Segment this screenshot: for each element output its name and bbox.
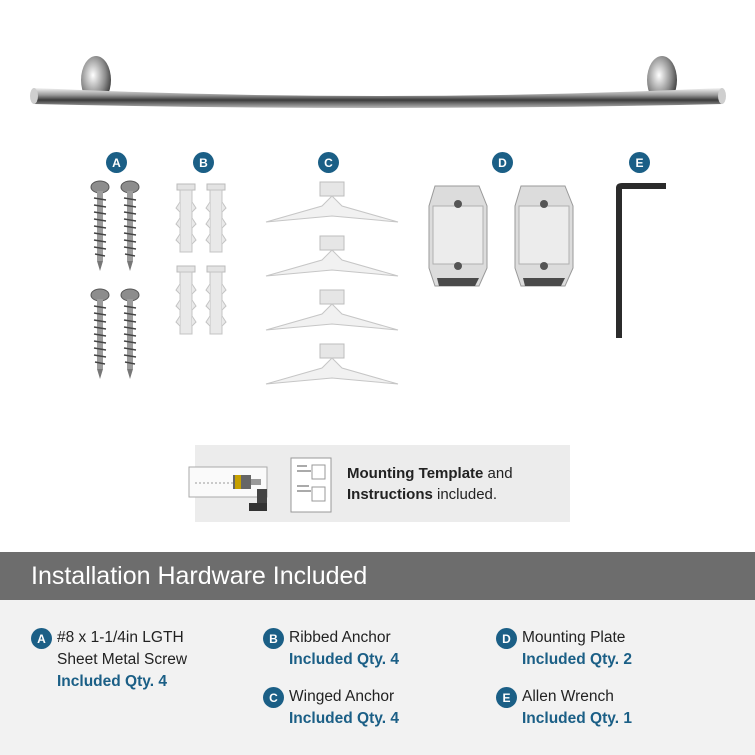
towel-bar-image: [0, 0, 755, 140]
instructions-icon: [290, 457, 332, 513]
legend-name-c: Winged Anchor: [289, 688, 395, 705]
legend-qty-a: Included Qty. 4: [57, 673, 167, 690]
badge-b: B: [193, 152, 214, 173]
badge-d: D: [492, 152, 513, 173]
allen-wrench-image: [606, 178, 676, 343]
legend-name-e: Allen Wrench: [522, 688, 614, 705]
legend-qty-e: Included Qty. 1: [522, 710, 632, 727]
hardware-banner: [0, 552, 755, 600]
legend-name-d: Mounting Plate: [522, 629, 626, 646]
legend-badge-b: B: [263, 628, 284, 649]
screw-image: [85, 178, 145, 388]
legend-qty-c: Included Qty. 4: [289, 710, 399, 727]
legend-name-a: #8 x 1-1/4in LGTH: [57, 629, 184, 646]
banner-title: Installation Hardware Included: [31, 562, 368, 590]
legend-qty-d: Included Qty. 2: [522, 651, 632, 668]
mounting-plate-image: [425, 180, 585, 290]
ribbed-anchor-image: [173, 182, 243, 342]
legend-name-b: Ribbed Anchor: [289, 629, 391, 646]
legend-badge-e: E: [496, 687, 517, 708]
hardware-legend: [0, 600, 755, 755]
legend-qty-b: Included Qty. 4: [289, 651, 399, 668]
drill-template-icon: [187, 463, 277, 515]
badge-a: A: [106, 152, 127, 173]
badge-e: E: [629, 152, 650, 173]
template-and: and: [483, 465, 513, 482]
instructions-suffix: included.: [432, 486, 498, 503]
template-label: Mounting Template: [347, 465, 484, 482]
template-note: [347, 463, 513, 505]
instructions-label: Instructions: [347, 486, 433, 503]
legend-name-a-2: Sheet Metal Screw: [57, 651, 188, 668]
legend-badge-c: C: [263, 687, 284, 708]
legend-badge-a: A: [31, 628, 52, 649]
winged-anchor-image: [262, 178, 402, 390]
legend-badge-d: D: [496, 628, 517, 649]
mounting-template-panel: [195, 445, 570, 522]
badge-c: C: [318, 152, 339, 173]
